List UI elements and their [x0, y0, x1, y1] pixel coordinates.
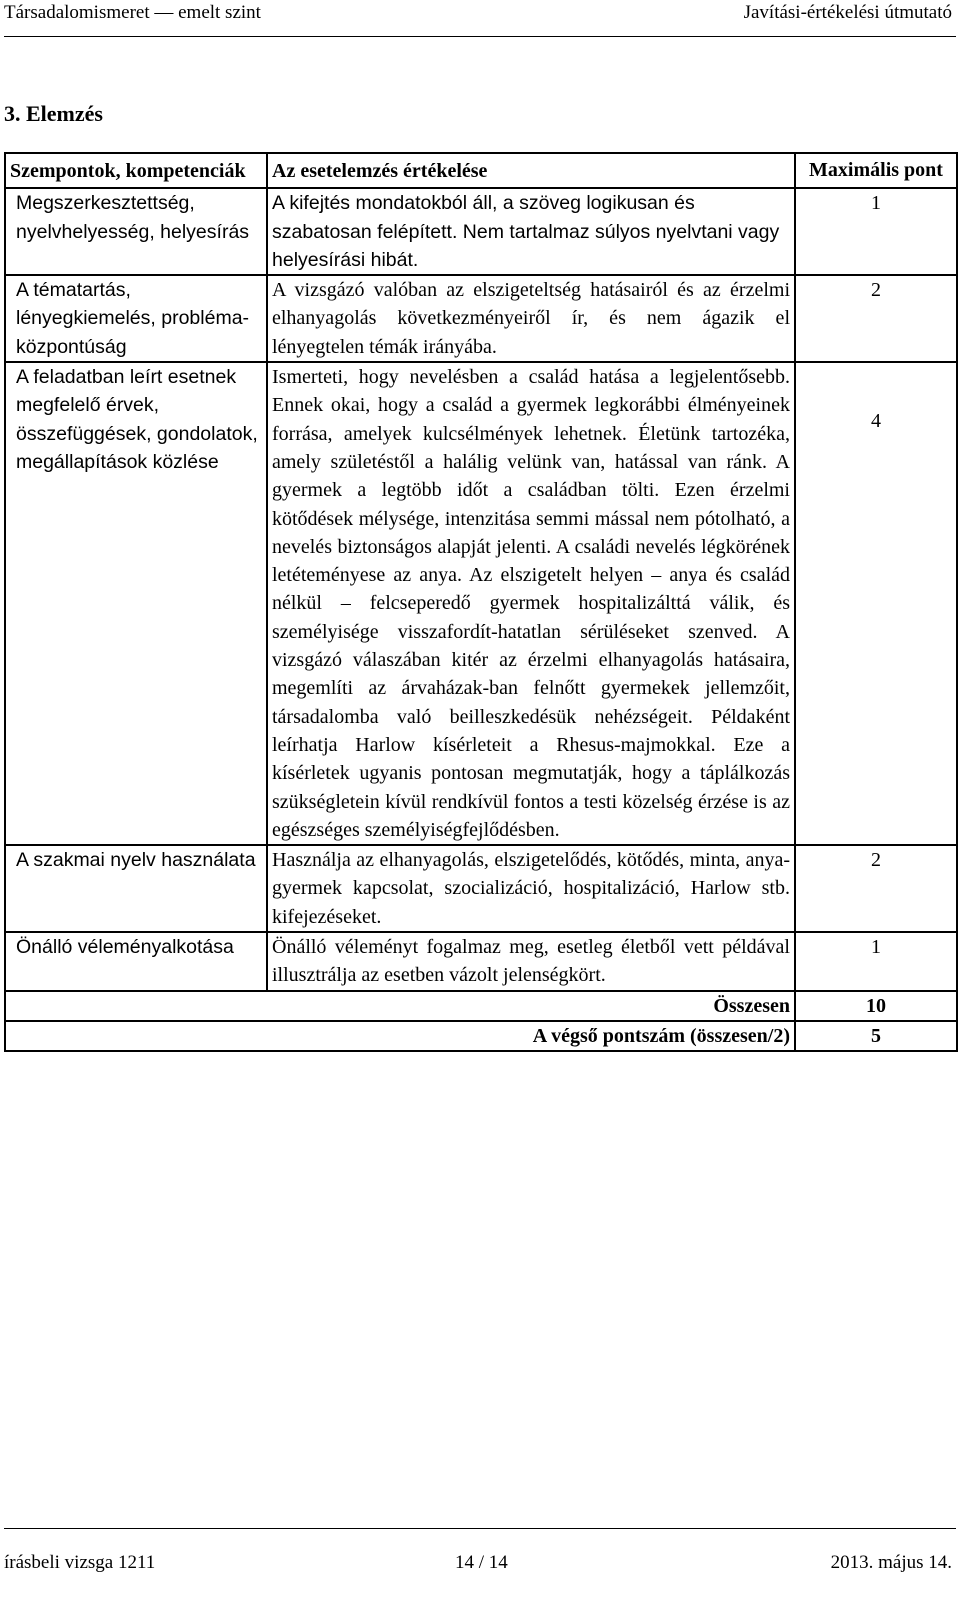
description-cell: A vizsgázó valóban az elszigeteltség hatásairól és az érzelmi elhanyagolás következményeiről ír, és nem ágazik el lényegtelen témák irányába. [267, 275, 795, 362]
points-cell: 2 [795, 845, 957, 932]
description-cell: A kifejtés mondatokból áll, a szöveg logikusan és szabatosan felépített. Nem tartalmaz súlyos nyelvtani vagy helyesírási hibát. [267, 188, 795, 275]
footer-date: 2013. május 14. [830, 1552, 952, 1573]
total-value: 10 [795, 991, 957, 1021]
final-label: A végső pontszám (összesen/2) [5, 1021, 795, 1051]
table-row [5, 275, 957, 362]
header-max-points: Maximális pont [795, 153, 957, 188]
criterion-cell: A tématartás, lényegkiemelés, probléma-központúság [5, 275, 267, 362]
footer-rule [4, 1528, 956, 1529]
header-rule [4, 36, 956, 37]
final-score-row [5, 1021, 957, 1051]
description-cell: Önálló véleményt fogalmaz meg, esetleg életből vett példával illusztrálja az esetben vázolt jelenségkört. [267, 932, 795, 991]
page-footer [0, 1552, 960, 1596]
total-row [5, 991, 957, 1021]
points-cell: 4 [795, 362, 957, 845]
table-row [5, 188, 957, 275]
section-title: 3. Elemzés [4, 101, 103, 126]
points-cell: 2 [795, 275, 957, 362]
footer-page-number: 14 / 14 [455, 1552, 508, 1573]
evaluation-table [4, 152, 958, 1052]
criterion-cell: Önálló véleményalkotása [5, 932, 267, 991]
footer-exam: írásbeli vizsga 1211 [4, 1552, 156, 1573]
total-label: Összesen [5, 991, 795, 1021]
header-subject: Társadalomismeret — emelt szint [4, 2, 261, 23]
page-header [0, 0, 960, 40]
table-row [5, 362, 957, 845]
criterion-cell: A szakmai nyelv használata [5, 845, 267, 932]
table-header-row [5, 153, 957, 188]
final-value: 5 [795, 1021, 957, 1051]
header-doc-type: Javítási-értékelési útmutató [743, 2, 952, 23]
criterion-cell: A feladatban leírt esetnek megfelelő érvek, összefüggések, gondolatok, megállapítások közlése [5, 362, 267, 845]
header-evaluation: Az esetelemzés értékelése [267, 153, 795, 188]
points-cell: 1 [795, 188, 957, 275]
header-criteria: Szempontok, kompetenciák [5, 153, 267, 188]
criterion-cell: Megszerkesztettség, nyelvhelyesség, helyesírás [5, 188, 267, 275]
table-row [5, 845, 957, 932]
description-cell: Ismerteti, hogy nevelésben a család hatása a legjelentősebb. Ennek okai, hogy a család a gyermek legkorábbi élményeinek forrása, amelyek kulcsélmények lehetnek. Életünk tartozéka, amely születéstől a halálig velünk van, hatással van ránk. A gyermek a legtöbb időt a családban tölti. Ezen érzelmi kötődések mélysége, intenzitása semmi mással nem pótolható, a nevelés biztonságos alapját jelenti. A családi nevelés légkörének letéteményese az anya. Az elszigetelt helyen – anya és család nélkül – felcseperedő gyermek hospitalizálttá válik, és személyisége visszafordít-hatatlan sérüléseket szenved. A vizsgázó válaszában kitér az érzelmi elhanyagolás hatásaira, megemlíti az árvaházak-ban felnőtt gyermekek jellemzőit, társadalomba való beilleszkedésük nehézségeit. Példaként leírhatja Harlow kísérleteit a Rhesus-majmokkal. Eze a kísérletek ugyanis pontosan megmutatják, hogy a táplálkozás szükségletein kívül rendkívül fontos a testi közelség érzése is az egészséges személyiségfejlődésben. [267, 362, 795, 845]
points-cell: 1 [795, 932, 957, 991]
description-cell: Használja az elhanyagolás, elszigetelődés, kötődés, minta, anya-gyermek kapcsolat, szocializáció, hospitalizáció, Harlow stb. kifejezéseket. [267, 845, 795, 932]
table-row [5, 932, 957, 991]
